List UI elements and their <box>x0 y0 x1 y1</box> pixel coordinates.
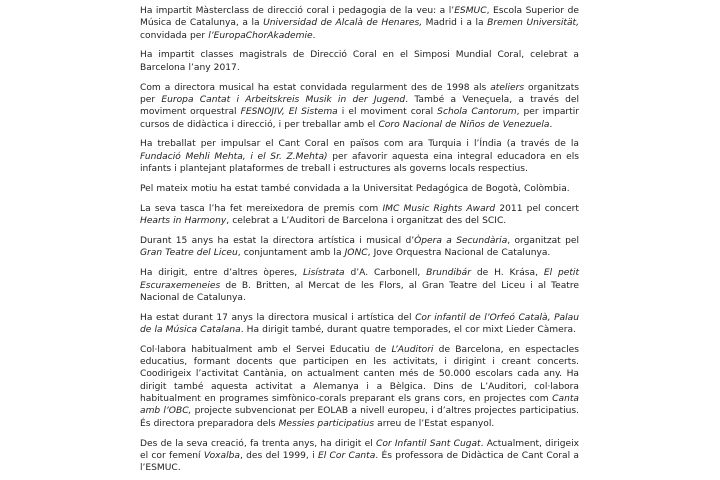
text-run: Durant 15 anys ha estat la directora artística i musical d’ <box>140 236 415 247</box>
italic-text-run: JONC <box>344 248 368 259</box>
paragraph <box>140 138 579 175</box>
italic-text-run: Bremen Universität, <box>487 18 579 29</box>
text-run: , per impartir cursos de didàctica i direcció, i per treballar amb el <box>140 107 579 130</box>
italic-text-run: Canta amb l’OBC, <box>140 394 579 417</box>
italic-text-run: Hearts in Harmony <box>140 216 227 227</box>
text-run: de B. Britten, al Mercat de les Flors, al Gran Teatre del Liceu i al Teatre Nacional de Catalunya. <box>140 280 579 303</box>
italic-text-run: El petit Escuraxemeneies <box>140 268 580 291</box>
text-run: organitzats per <box>140 82 579 105</box>
text-run: arreu de l’Estat espanyol. <box>374 418 495 429</box>
paragraph <box>140 438 579 475</box>
italic-text-run: Coro Nacional de Niños de Venezuela <box>378 119 550 130</box>
paragraph <box>140 235 579 260</box>
text-run: La seva tasca l’ha fet mereixedora de premis com <box>140 203 383 214</box>
text-run: de Barcelona, en espectacles educatius, formant docents que participen en les activitats, i dirigint i creant concerts. Coodirigeix l’activitat Cantània, on actualment canten més de 50.000 escolars cada any. Ha dirigit també aquesta activitat a Alemanya i a Bèlgica. Dins de L’Auditori, col·labora habitualment en programes simfònico-corals preparant els grans cors, en projectes com <box>140 344 579 405</box>
text-run: Ha impartit Màsterclass de direcció coral i pedagogia de la veu: a l’ <box>140 6 455 16</box>
text-run: Ha estat durant 17 anys la directora musical i artística del <box>140 312 416 323</box>
italic-text-run: L’Auditori <box>391 344 434 355</box>
paragraph <box>140 312 579 337</box>
text-run: Ha treballat per impulsar el Cant Coral en països com ara Turquia i l’Índia (a través de la <box>140 139 579 150</box>
text-run: de H. Krása, <box>471 268 544 279</box>
italic-text-run: El Cor Canta <box>317 450 376 461</box>
text-run: Col·labora habitualment amb el Servei Educatiu de <box>140 344 392 355</box>
text-run: 2011 pel concert <box>495 203 579 214</box>
italic-text-run: Òpera a Secundària <box>414 236 508 247</box>
italic-text-run: ateliers <box>490 82 525 93</box>
italic-text-run: Voxalba <box>203 450 240 461</box>
paragraph <box>140 267 579 304</box>
text-run: . <box>549 119 553 130</box>
italic-text-run: Cor Infantil Sant Cugat <box>375 438 481 449</box>
paragraph <box>140 82 579 131</box>
text-run: , conjuntament amb la <box>237 248 345 259</box>
italic-text-run: Lisístrata <box>302 268 345 279</box>
text-run: Pel mateix motiu ha estat també convidada a la Universitat Pedagógica de Bogotà, Colòmbia. <box>140 183 570 194</box>
italic-text-run: Brundibár <box>426 268 471 279</box>
text-run: Ha impartit classes magistrals de Direcció Coral en el Simposi Mundial Coral, celebrat a Barcelona l’any 2017. <box>140 50 579 73</box>
text-run: , Jove Orquestra Nacional de Catalunya. <box>367 248 551 259</box>
text-run: i el moviment coral <box>337 107 438 118</box>
italic-text-run: FESNOJIV, El Sistema <box>240 107 338 118</box>
text-run: d’A. Carbonell, <box>344 268 427 279</box>
text-run: , organitzat pel <box>507 236 579 247</box>
italic-text-run: l’EuropaChorAkademie <box>208 30 313 41</box>
italic-text-run: Cor infantil de l’Orfeó Català, Palau de la Música Catalana <box>140 312 579 335</box>
paragraph <box>140 344 579 430</box>
text-run: projecte subvencionat per EOLAB a nivell europeu, i d’altres projectes participatius. És directora preparadora dels <box>140 406 579 429</box>
text-run: Ha dirigit, entre d’altres òperes, <box>140 268 303 279</box>
italic-text-run: Universidad de Alcalà de Henares, <box>263 18 423 29</box>
text-run: , celebrat a L’Auditori de Barcelona i organitzat des del SCIC. <box>226 216 507 227</box>
document-body <box>140 5 579 474</box>
text-run: . És professora de Didàctica de Cant Coral a l’ESMUC. <box>140 450 579 474</box>
italic-text-run: Fundació Mehli Mehta, i el Sr. Z.Mehta) <box>140 151 328 162</box>
italic-text-run: ESMUC <box>454 6 487 16</box>
italic-text-run: Gran Teatre del Liceu <box>140 248 238 259</box>
paragraph <box>140 49 579 74</box>
text-run: per afavorir aquesta eina integral educadora en els infants i plantejant plataformes de treball i estructures als governs locals respectius. <box>140 151 579 175</box>
text-run: Madrid i a la <box>422 18 488 29</box>
paragraph <box>140 203 579 228</box>
paragraph <box>140 183 579 195</box>
text-run: convidada per <box>140 30 209 41</box>
italic-text-run: IMC Music Rights Award <box>382 203 496 214</box>
text-run: Des de la seva creació, fa trenta anys, ha dirigit el <box>140 438 376 449</box>
italic-text-run: Messies participatius <box>278 418 375 429</box>
text-run: . <box>312 30 316 41</box>
paragraph <box>140 5 579 42</box>
italic-text-run: Schola Cantorum <box>437 107 517 118</box>
text-run: . Ha dirigit també, durant quatre temporades, el cor mixt Lieder Càmera. <box>240 324 576 335</box>
text-run: Com a directora musical ha estat convidada regularment des de 1998 als <box>140 82 491 93</box>
text-run: . Actualment, dirigeix el cor femení <box>140 438 579 461</box>
text-run: , Escola Superior de Música de Catalunya, a la <box>140 6 579 29</box>
text-run: , des del 1999, i <box>239 450 318 461</box>
text-run: . També a Veneçuela, a través del moviment orquestral <box>140 94 579 118</box>
italic-text-run: Europa Cantat i Arbeitskreis Musik in der Jugend <box>161 94 406 105</box>
